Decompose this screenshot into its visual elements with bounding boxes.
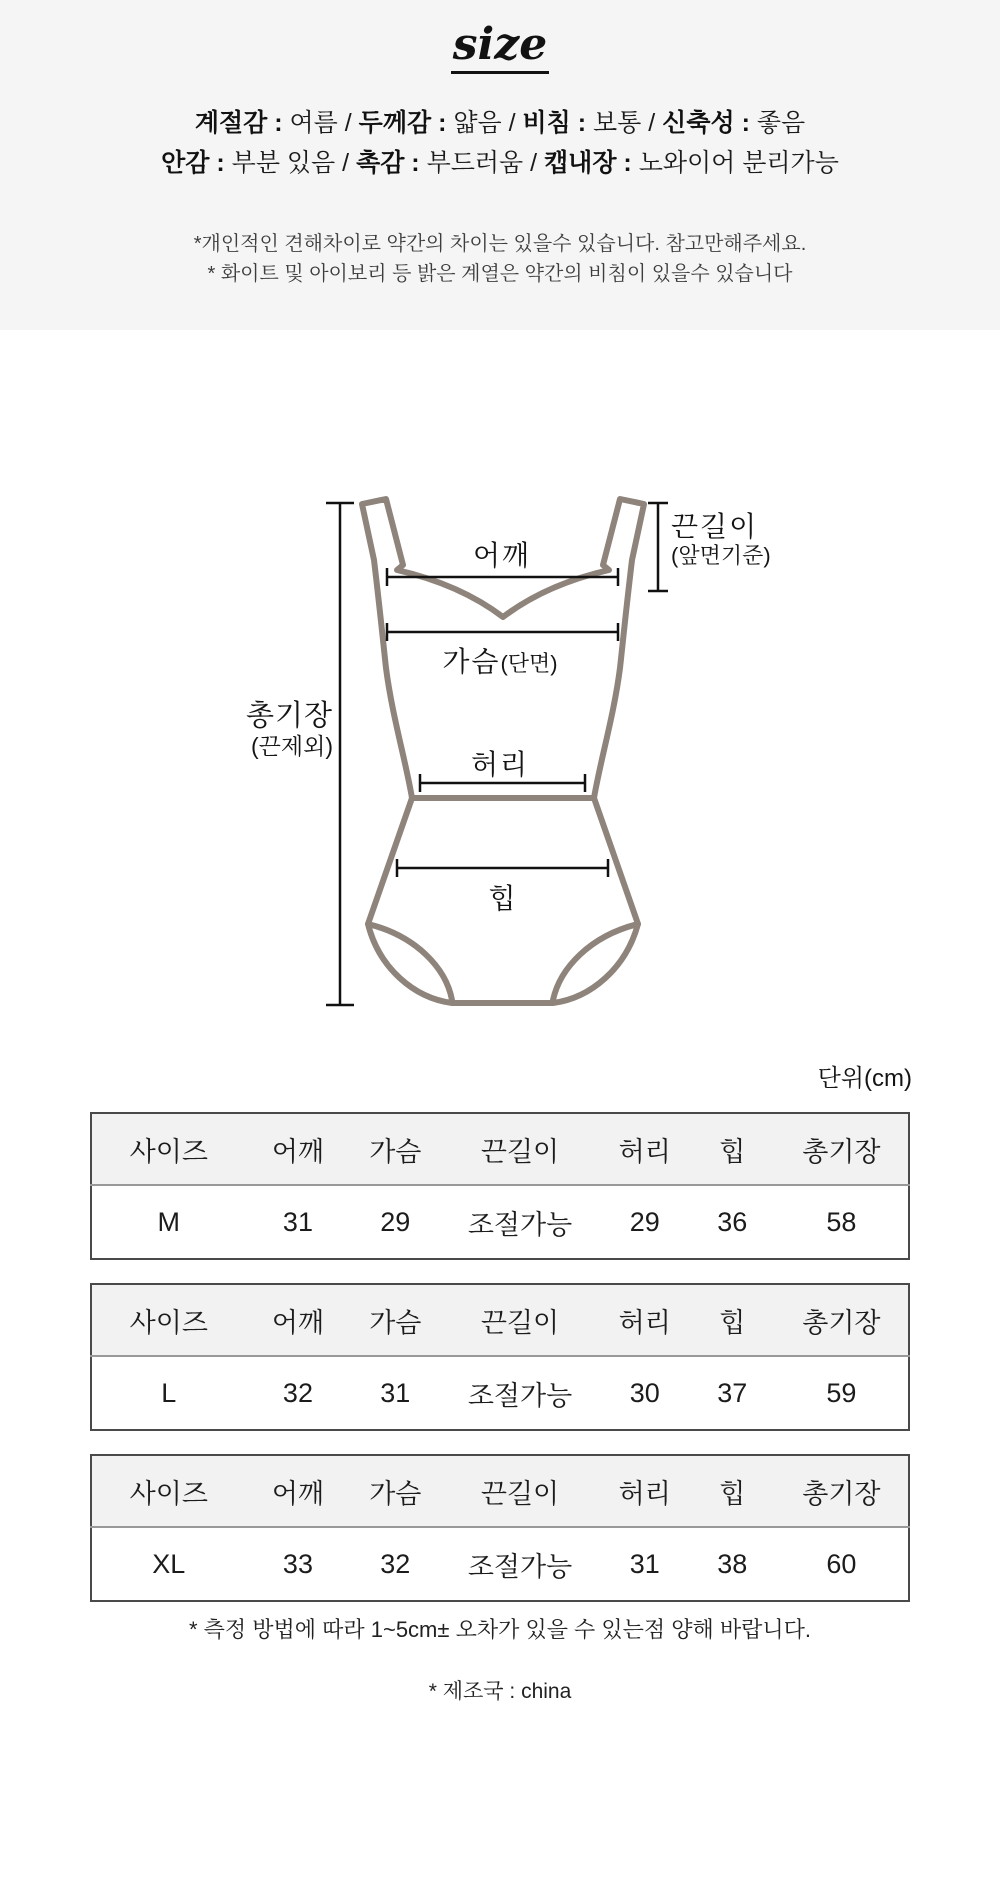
chest-label: 가슴(단면) — [442, 646, 558, 677]
size-table — [90, 1454, 910, 1602]
column-header: 가슴 — [350, 1113, 440, 1185]
table-header-row — [91, 1284, 909, 1356]
strap-length-label: 끈길이 (앞면기준) — [671, 511, 771, 569]
table-cell: 조절가능 — [440, 1185, 600, 1259]
shoulder-label: 어깨 — [472, 540, 532, 571]
table-cell: 59 — [775, 1356, 909, 1430]
column-header: 끈길이 — [440, 1284, 600, 1356]
column-header: 허리 — [600, 1455, 690, 1527]
column-header: 끈길이 — [440, 1455, 600, 1527]
table-cell: 31 — [246, 1185, 351, 1259]
column-header: 총기장 — [775, 1284, 909, 1356]
column-header: 어깨 — [246, 1284, 351, 1356]
table-row — [91, 1185, 909, 1259]
table-cell: 38 — [690, 1527, 775, 1601]
table-cell: 조절가능 — [440, 1527, 600, 1601]
spec-label: 캡내장 : — [544, 149, 632, 177]
size-table — [90, 1112, 910, 1260]
column-header: 힙 — [690, 1284, 775, 1356]
chest-measure-line — [387, 623, 618, 641]
column-header: 힙 — [690, 1455, 775, 1527]
table-cell: 31 — [350, 1356, 440, 1430]
spec-line-2: 안감 : 부분 있음 / 촉감 : 부드러움 / 캡내장 : 노와이어 분리가능 — [161, 149, 839, 177]
total-length-label: 총기장 (끈제외) — [245, 700, 333, 760]
table-header-row — [91, 1455, 909, 1527]
table-cell: 29 — [350, 1185, 440, 1259]
measurement-tolerance-note: * 측정 방법에 따라 1~5cm± 오차가 있을 수 있는점 양해 바랍니다. — [188, 1617, 812, 1642]
column-header: 총기장 — [775, 1113, 909, 1185]
table-cell: 29 — [600, 1185, 690, 1259]
size-table — [90, 1283, 910, 1431]
waist-label: 허리 — [470, 749, 530, 780]
table-cell: 37 — [690, 1356, 775, 1430]
table-cell: 30 — [600, 1356, 690, 1430]
page-title: size — [451, 22, 549, 74]
country-of-origin-note: * 제조국 : china — [428, 1680, 572, 1703]
spec-line-1: 계절감 : 여름 / 두께감 : 얇음 / 비침 : 보통 / 신축성 : 좋음 — [194, 109, 806, 137]
unit-label: 단위(cm) — [817, 1065, 912, 1092]
column-header: 허리 — [600, 1284, 690, 1356]
spec-label: 계절감 : — [194, 109, 283, 137]
spec-label: 두께감 : — [358, 109, 447, 137]
disclaimer-note-2: * 화이트 및 아이보리 등 밝은 계열은 약간의 비침이 있을수 있습니다 — [207, 263, 793, 285]
column-header: 가슴 — [350, 1455, 440, 1527]
table-cell: 31 — [600, 1527, 690, 1601]
table-row — [91, 1527, 909, 1601]
table-cell: XL — [91, 1527, 246, 1601]
column-header: 사이즈 — [91, 1113, 246, 1185]
table-cell: 조절가능 — [440, 1356, 600, 1430]
column-header: 힙 — [690, 1113, 775, 1185]
hip-label: 힙 — [488, 883, 518, 914]
spec-label: 비침 : — [522, 109, 587, 137]
table-cell: 36 — [690, 1185, 775, 1259]
column-header: 끈길이 — [440, 1113, 600, 1185]
table-cell: 32 — [246, 1356, 351, 1430]
column-header: 사이즈 — [91, 1455, 246, 1527]
table-cell: 32 — [350, 1527, 440, 1601]
disclaimer-note-1: *개인적인 견해차이로 약간의 차이는 있을수 있습니다. 참고만해주세요. — [193, 233, 807, 255]
column-header: 허리 — [600, 1113, 690, 1185]
spec-label: 안감 : — [161, 149, 225, 177]
table-cell: M — [91, 1185, 246, 1259]
column-header: 어깨 — [246, 1113, 351, 1185]
column-header: 어깨 — [246, 1455, 351, 1527]
hip-measure-line — [397, 859, 608, 877]
column-header: 가슴 — [350, 1284, 440, 1356]
table-header-row — [91, 1113, 909, 1185]
size-tables — [90, 1112, 910, 1625]
table-cell: 33 — [246, 1527, 351, 1601]
table-row — [91, 1356, 909, 1430]
column-header: 사이즈 — [91, 1284, 246, 1356]
spec-label: 신축성 : — [662, 109, 750, 137]
table-cell: L — [91, 1356, 246, 1430]
table-cell: 60 — [775, 1527, 909, 1601]
column-header: 총기장 — [775, 1455, 909, 1527]
table-cell: 58 — [775, 1185, 909, 1259]
strap-measure-line — [648, 503, 668, 591]
spec-label: 촉감 : — [356, 149, 420, 177]
